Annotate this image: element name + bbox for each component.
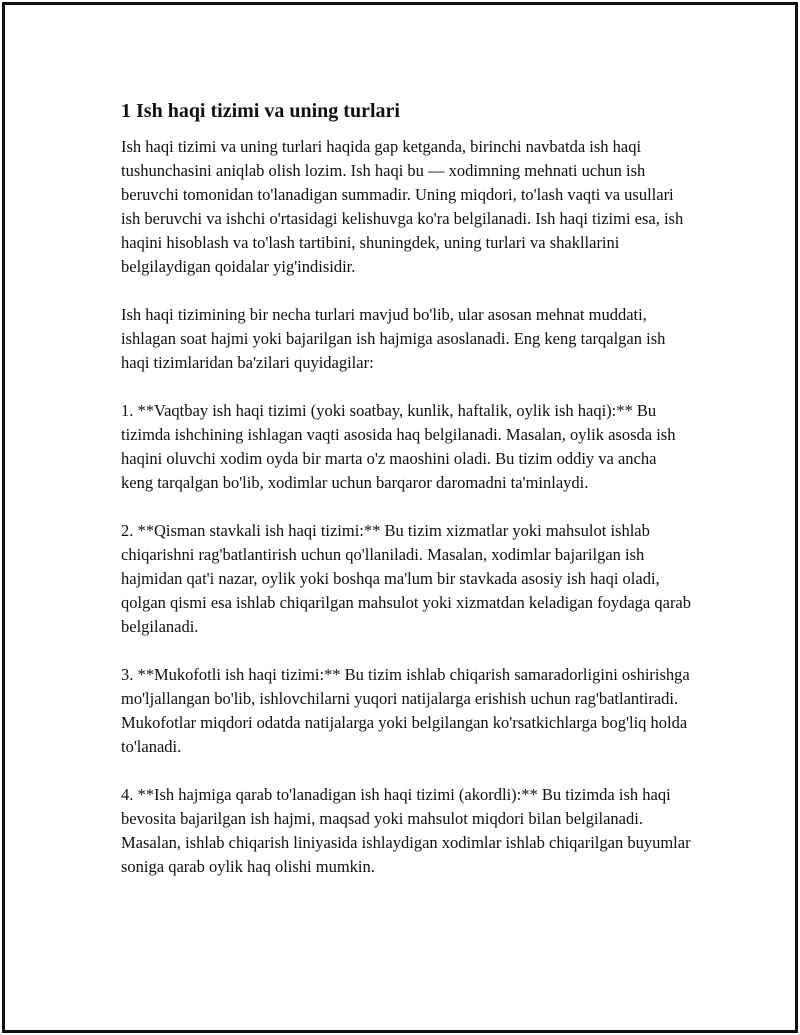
document-body <box>121 97 691 903</box>
paragraph-item-1: 1. **Vaqtbay ish haqi tizimi (yoki soatbay, kunlik, haftalik, oylik ish haqi):** Bu tizimda ishchining ishlagan vaqti asosida haq belgilanadi. Masalan, oylik asosda ish haqini oluvchi xodim oyda bir marta o'z maoshini oladi. Bu tizim oddiy va ancha keng tarqalgan bo'lib, xodimlar uchun barqaror daromadni ta'minlaydi. <box>121 401 676 492</box>
section-heading: 1 Ish haqi tizimi va uning turlari <box>121 100 400 122</box>
paragraph-item-3: 3. **Mukofotli ish haqi tizimi:** Bu tizim ishlab chiqarish samaradorligini oshirishga mo'ljallangan bo'lib, ishlovchilarni yuqori natijalarga erishish uchun rag'batlantiradi. Mukofotlar miqdori odatda natijalarga yoki belgilangan ko'rsatkichlarga bog'liq holda to'lanadi. <box>121 665 690 756</box>
paragraph-item-2: 2. **Qisman stavkali ish haqi tizimi:** Bu tizim xizmatlar yoki mahsulot ishlab chiqarishni rag'batlantirish uchun qo'llaniladi. Masalan, xodimlar bajarilgan ish hajmidan qat'i nazar, oylik yoki boshqa ma'lum bir stavkada asosiy ish haqi oladi, qolgan qismi esa ishlab chiqarilgan mahsulot yoki xizmatdan keladigan foydaga qarab belgilanadi. <box>121 521 692 636</box>
paragraph-types-overview: Ish haqi tizimining bir necha turlari mavjud bo'lib, ular asosan mehnat muddati, ishlagan soat hajmi yoki bajarilgan ish hajmiga asoslanadi. Eng keng tarqalgan ish haqi tizimlaridan ba'zilari quyidagilar: <box>121 305 666 372</box>
paragraph-item-4: 4. **Ish hajmiga qarab to'lanadigan ish haqi tizimi (akordli):** Bu tizimda ish haqi bevosita bajarilgan ish hajmi, maqsad yoki mahsulot miqdori bilan belgilanadi. Masalan, ishlab chiqarish liniyasida ishlaydigan xodimlar ishlab chiqarilgan buyumlar soniga qarab oylik haq olishi mumkin. <box>121 785 691 876</box>
page-frame <box>2 2 798 1033</box>
paragraph-intro: Ish haqi tizimi va uning turlari haqida gap ketganda, birinchi navbatda ish haqi tushunchasini aniqlab olish lozim. Ish haqi bu — xodimning mehnati uchun ish beruvchi tomonidan to'lanadigan summadir. Uning miqdori, to'lash vaqti va usullari ish beruvchi va ishchi o'rtasidagi kelishuvga ko'ra belgilanadi. Ish haqi tizimi esa, ish haqini hisoblash va to'lash tartibini, shuningdek, uning turlari va shakllarini belgilaydigan qoidalar yig'indisidir. <box>121 137 684 276</box>
